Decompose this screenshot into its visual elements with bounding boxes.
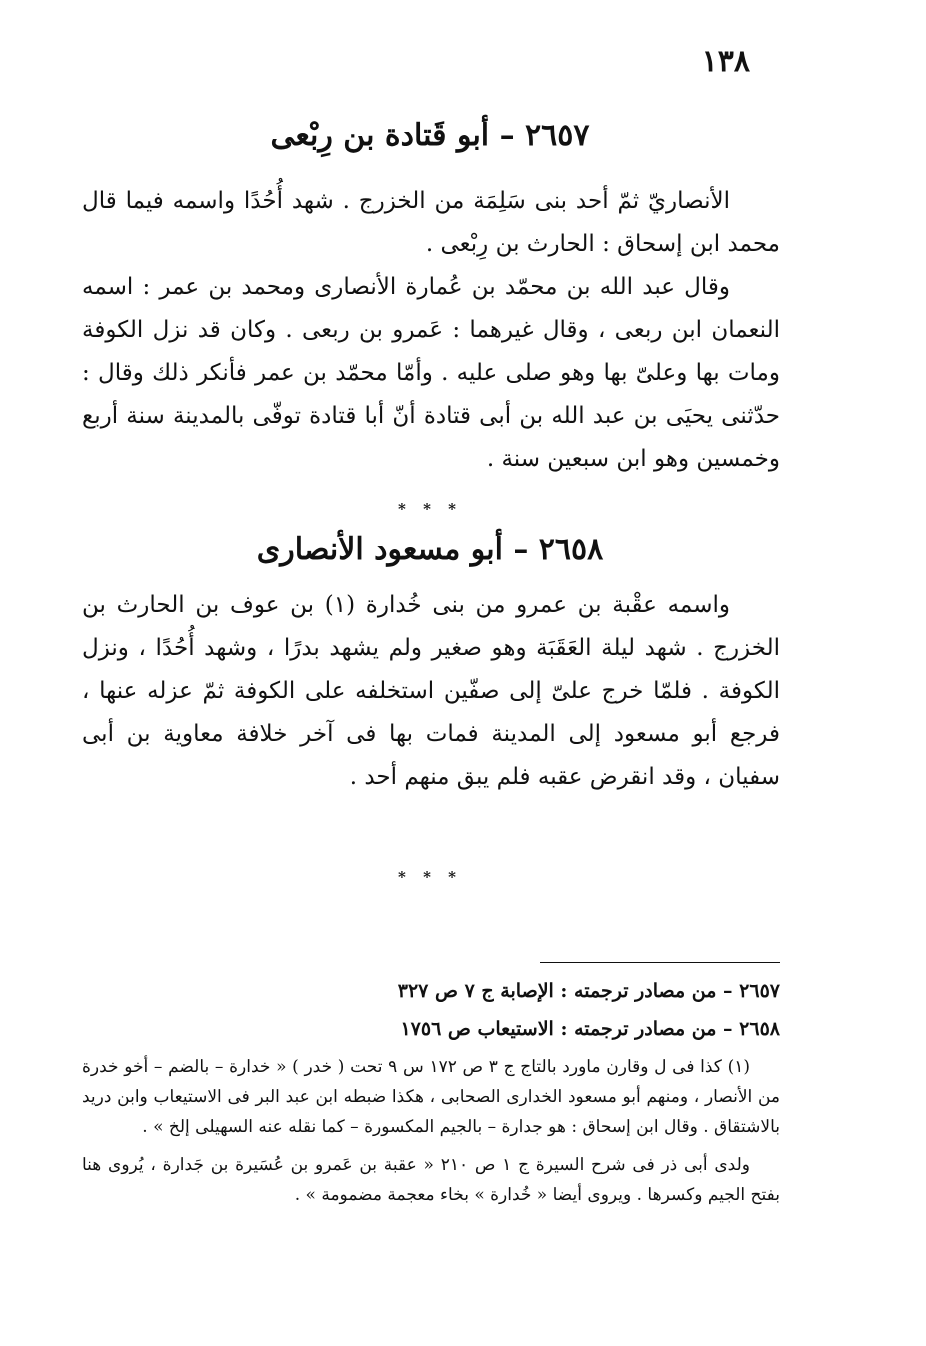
entry-title-2658: ٢٦٥٨ – أبو مسعود الأنصارى — [256, 532, 604, 567]
footnote-rule — [540, 962, 780, 963]
footnote: (١) كذا فى ل وقارن ماورد بالتاج ج ٣ ص ١٧٢ س ٩ تحت ( خدر ) « خدارة – بالضم – أخو خدرة من الأنصار ، ومنهم أبو مسعود الخدارى الصحابى ، هكذا ضبطه ابن عبد البر فى الاستيعاب وابن دريد بالاشتقاق . وقال ابن إسحاق : هو جدارة – بالجيم المكسورة – كما نقله عنه السهيلى إلخ » . — [82, 1057, 780, 1137]
source-line: ٢٦٥٨ – من مصادر ترجمته : الاستيعاب ص ١٧٥٦ — [400, 1018, 780, 1040]
entry-body-2657 — [82, 180, 780, 481]
section-separator: * * * — [398, 500, 462, 518]
entry-paragraph: الأنصاريّ ثمّ أحد بنى سَلِمَة من الخزرج . شهد أُحُدًا واسمه فيما قال محمد ابن إسحاق : الحارث بن رِبْعى . — [82, 188, 780, 257]
entry-title-2657: ٢٦٥٧ – أبو قَتادة بن رِبْعى — [270, 118, 590, 153]
footnote: ولدى أبى ذر فى شرح السيرة ج ١ ص ٢١٠ « عقبة بن عَمرو بن عُسَيرة بن جَدارة ، يُروى هنا بفتح الجيم وكسرها . ويروى أيضا « خُدارة » بخاء معجمة مضمومة » . — [82, 1155, 780, 1205]
entry-body-2658 — [82, 584, 780, 799]
page-number: ١٣٨ — [701, 44, 750, 79]
source-line: ٢٦٥٧ – من مصادر ترجمته : الإصابة ج ٧ ص ٣٢٧ — [397, 980, 780, 1002]
entry-paragraph: وقال عبد الله بن محمّد بن عُمارة الأنصارى ومحمد بن عمر : اسمه النعمان ابن ربعى ، وقال غيرهما : عَمرو بن ربعى . وكان قد نزل الكوفة ومات بها وعلىّ بها وهو صلى عليه . وأمّا محمّد بن عمر فأنكر ذلك وقال : حدّثنى يحيَى بن عبد الله بن أبى قتادة أنّ أبا قتادة توفّى بالمدينة سنة أربع وخمسين وهو ابن سبعين سنة . — [82, 274, 780, 472]
footnotes — [82, 1052, 780, 1218]
section-separator: * * * — [398, 868, 462, 886]
sources-list — [82, 972, 780, 1048]
entry-paragraph: واسمه عقْبة بن عمرو من بنى خُدارة (١) بن عوف بن الحارث بن الخزرج . شهد ليلة العَقَبَة وهو صغير ولم يشهد بدرًا ، وشهد أُحُدًا ، ونزل الكوفة . فلمّا خرج علىّ إلى صفّين استخلفه على الكوفة ثمّ عزله عنها ، فرجع أبو مسعود إلى المدينة فمات بها فى آخر خلافة معاوية بن أبى سفيان ، وقد انقرض عقبه فلم يبق منهم أحد . — [82, 592, 780, 790]
